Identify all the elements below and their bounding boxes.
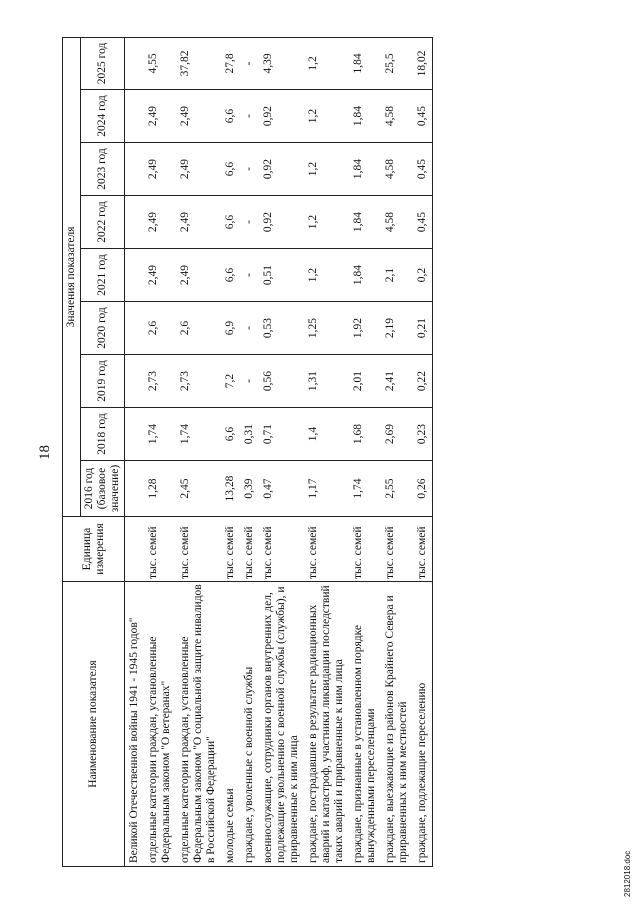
value-cell: 2,49 <box>144 196 176 249</box>
indicator-name: граждане, признанные в установленном порядке вынужденными переселенцами <box>349 582 381 867</box>
value-cell: 1,74 <box>144 408 176 461</box>
value-cell: 0,56 <box>259 355 304 408</box>
header-year: 2018 год <box>81 408 125 461</box>
header-name: Наименование показателя <box>63 582 125 867</box>
value-cell: 0,2 <box>413 249 433 302</box>
table-row <box>413 37 433 866</box>
value-cell: 1,17 <box>304 461 349 517</box>
table-row <box>221 37 240 866</box>
value-cell: 6,6 <box>221 408 240 461</box>
indicator-name: отдельные категории граждан, установленные Федеральным законом "О социальной защите инвалидов в Российской Федерации" <box>176 582 221 867</box>
value-cell: 7,2 <box>221 355 240 408</box>
value-cell: 0,53 <box>259 302 304 355</box>
table-row <box>240 37 259 866</box>
value-cell: 2,6 <box>176 302 221 355</box>
header-year: 2025 год <box>81 37 125 89</box>
page-number: 18 <box>37 445 53 460</box>
value-cell: - <box>240 143 259 196</box>
value-cell <box>125 355 145 408</box>
value-cell: 1,4 <box>304 408 349 461</box>
value-cell: 2,49 <box>144 90 176 143</box>
value-cell: 2,49 <box>144 143 176 196</box>
value-cell: 1,2 <box>304 143 349 196</box>
header-unit: Единица измерения <box>63 517 125 582</box>
value-cell: 1,84 <box>349 37 381 89</box>
value-cell: 1,74 <box>176 408 221 461</box>
unit-cell: тыс. семей <box>240 517 259 582</box>
value-cell: 1,84 <box>349 143 381 196</box>
indicator-name: молодые семьи <box>221 582 240 867</box>
table-row <box>259 37 304 866</box>
unit-cell: тыс. семей <box>413 517 433 582</box>
value-cell: 1,84 <box>349 196 381 249</box>
value-cell: 4,58 <box>381 196 413 249</box>
document-code: 2812018.doc <box>623 850 632 897</box>
table-row <box>304 37 349 866</box>
value-cell: 4,58 <box>381 90 413 143</box>
value-cell: 1,84 <box>349 249 381 302</box>
header-year: 2020 год <box>81 302 125 355</box>
unit-cell: тыс. семей <box>304 517 349 582</box>
value-cell: 2,6 <box>144 302 176 355</box>
indicator-name: военнослужащие, сотрудники органов внутренних дел, подлежащие увольнению с военной службы (службы), и приравненные к ним лица <box>259 582 304 867</box>
value-cell <box>125 90 145 143</box>
value-cell: 6,9 <box>221 302 240 355</box>
value-cell: - <box>240 249 259 302</box>
value-cell: 1,92 <box>349 302 381 355</box>
header-row-group <box>63 37 81 866</box>
value-cell: 1,2 <box>304 249 349 302</box>
header-year: 2023 год <box>81 143 125 196</box>
value-cell: 13,28 <box>221 461 240 517</box>
indicators-table <box>62 37 433 867</box>
indicator-name: Великой Отечественной войны 1941 - 1945 годов" <box>125 582 145 867</box>
value-cell: 2,73 <box>176 355 221 408</box>
value-cell: 0,26 <box>413 461 433 517</box>
value-cell: 2,73 <box>144 355 176 408</box>
value-cell: - <box>240 355 259 408</box>
indicator-name: отдельные категории граждан, установленные Федеральным законом "О ветеранах" <box>144 582 176 867</box>
value-cell: 1,84 <box>349 90 381 143</box>
value-cell: 6,6 <box>221 143 240 196</box>
value-cell: 0,92 <box>259 196 304 249</box>
unit-cell: тыс. семей <box>176 517 221 582</box>
unit-cell <box>125 517 145 582</box>
value-cell: 1,2 <box>304 37 349 89</box>
indicator-name: граждане, выезжающие из районов Крайнего Севера и приравненных к ним местностей <box>381 582 413 867</box>
indicator-name: граждане, уволенные с военной службы <box>240 582 259 867</box>
value-cell: - <box>240 90 259 143</box>
value-cell: 0,21 <box>413 302 433 355</box>
value-cell: 0,45 <box>413 196 433 249</box>
value-cell: 2,49 <box>176 249 221 302</box>
unit-cell: тыс. семей <box>144 517 176 582</box>
value-cell: - <box>240 37 259 89</box>
value-cell: 4,39 <box>259 37 304 89</box>
value-cell: 0,71 <box>259 408 304 461</box>
value-cell: 0,45 <box>413 90 433 143</box>
value-cell: 2,49 <box>176 143 221 196</box>
header-year: 2024 год <box>81 90 125 143</box>
value-cell: 0,92 <box>259 90 304 143</box>
value-cell: 37,82 <box>176 37 221 89</box>
table-row <box>144 37 176 866</box>
value-cell: 0,51 <box>259 249 304 302</box>
unit-cell: тыс. семей <box>381 517 413 582</box>
header-values-group: Значения показателя <box>63 37 81 516</box>
table-row <box>125 37 145 866</box>
header-year: 2019 год <box>81 355 125 408</box>
table-row <box>176 37 221 866</box>
value-cell <box>125 143 145 196</box>
value-cell: 0,92 <box>259 143 304 196</box>
value-cell <box>125 461 145 517</box>
value-cell: 2,45 <box>176 461 221 517</box>
value-cell: 2,1 <box>381 249 413 302</box>
value-cell: 27,8 <box>221 37 240 89</box>
value-cell: 0,47 <box>259 461 304 517</box>
value-cell: 1,74 <box>349 461 381 517</box>
value-cell: - <box>240 196 259 249</box>
value-cell: 0,22 <box>413 355 433 408</box>
table-row <box>349 37 381 866</box>
header-year: 2022 год <box>81 196 125 249</box>
value-cell: 1,31 <box>304 355 349 408</box>
value-cell: 4,58 <box>381 143 413 196</box>
value-cell: 2,69 <box>381 408 413 461</box>
value-cell: 1,68 <box>349 408 381 461</box>
value-cell: 2,49 <box>176 90 221 143</box>
value-cell: 2,49 <box>144 249 176 302</box>
value-cell: - <box>240 302 259 355</box>
value-cell: 0,23 <box>413 408 433 461</box>
value-cell: 1,25 <box>304 302 349 355</box>
value-cell: 4,55 <box>144 37 176 89</box>
value-cell <box>125 408 145 461</box>
value-cell: 0,45 <box>413 143 433 196</box>
value-cell: 6,6 <box>221 249 240 302</box>
value-cell: 18,02 <box>413 37 433 89</box>
value-cell <box>125 249 145 302</box>
value-cell: 2,01 <box>349 355 381 408</box>
value-cell <box>125 196 145 249</box>
value-cell: 0,31 <box>240 408 259 461</box>
unit-cell: тыс. семей <box>259 517 304 582</box>
header-year: 2016 год (базовое значение) <box>81 461 125 517</box>
value-cell: 1,28 <box>144 461 176 517</box>
indicator-name: граждане, подлежащие переселению <box>413 582 433 867</box>
value-cell <box>125 302 145 355</box>
table-body <box>125 37 433 866</box>
value-cell: 2,49 <box>176 196 221 249</box>
value-cell: 1,2 <box>304 90 349 143</box>
value-cell: 25,5 <box>381 37 413 89</box>
table-row <box>381 37 413 866</box>
value-cell: 1,2 <box>304 196 349 249</box>
value-cell: 6,6 <box>221 196 240 249</box>
value-cell <box>125 37 145 89</box>
indicator-name: граждане, пострадавшие в результате радиационных аварий и катастроф, участники ликвидации последствий таких аварий и приравненные к ним лица <box>304 582 349 867</box>
unit-cell: тыс. семей <box>221 517 240 582</box>
value-cell: 0,39 <box>240 461 259 517</box>
value-cell: 2,55 <box>381 461 413 517</box>
value-cell: 2,41 <box>381 355 413 408</box>
value-cell: 2,19 <box>381 302 413 355</box>
header-year: 2021 год <box>81 249 125 302</box>
unit-cell: тыс. семей <box>349 517 381 582</box>
value-cell: 6,6 <box>221 90 240 143</box>
